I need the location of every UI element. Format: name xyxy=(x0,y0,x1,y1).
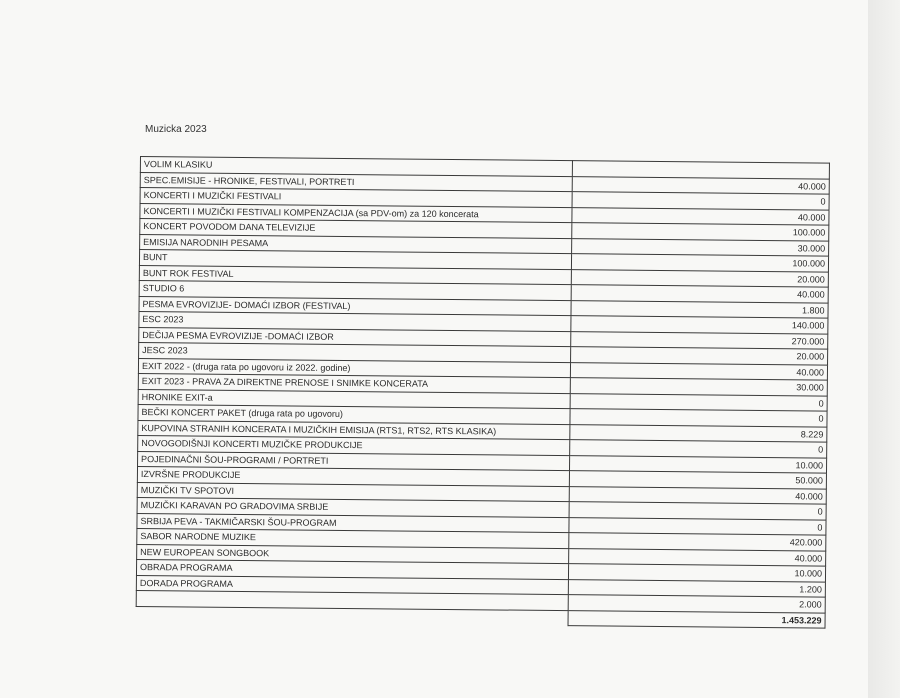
scan-edge xyxy=(868,0,900,698)
row-value: 1.800 xyxy=(571,300,828,318)
row-value: 40.000 xyxy=(569,548,826,566)
row-label: VOLIM KLASIKU xyxy=(140,157,572,177)
page-title: Muzicka 2023 xyxy=(145,124,207,135)
row-value: 270.000 xyxy=(571,331,828,349)
row-label: BEČKI KONCERT PAKET (druga rata po ugovoru) xyxy=(138,404,570,424)
row-label: BUNT ROK FESTIVAL xyxy=(139,265,571,285)
row-value: 1.200 xyxy=(568,579,825,597)
row-value: 40.000 xyxy=(572,176,829,194)
row-value: 0 xyxy=(569,517,826,535)
row-value: 40.000 xyxy=(570,362,827,380)
row-label: SRBIJA PEVA - TAKMIČARSKI ŠOU-PROGRAM xyxy=(137,513,569,533)
row-value: 100.000 xyxy=(572,223,829,241)
row-value: 0 xyxy=(570,409,827,427)
budget-table xyxy=(136,156,830,629)
total-label-cell xyxy=(136,606,568,626)
budget-sheet xyxy=(136,156,830,625)
row-value: 10.000 xyxy=(568,564,825,582)
row-value: 0 xyxy=(570,393,827,411)
row-label: EXIT 2023 - PRAVA ZA DIREKTNE PRENOSE I SNIMKE KONCERATA xyxy=(138,373,570,393)
row-value: 100.000 xyxy=(571,254,828,272)
row-value: 420.000 xyxy=(569,533,826,551)
row-label: IZVRŠNE PRODUKCIJE xyxy=(137,466,569,486)
row-value: 0 xyxy=(569,502,826,520)
row-value: 30.000 xyxy=(570,378,827,396)
row-value: 0 xyxy=(570,440,827,458)
row-value: 20.000 xyxy=(571,269,828,287)
row-value: 0 xyxy=(572,192,829,210)
row-label: NEW EUROPEAN SONGBOOK xyxy=(137,544,569,564)
row-label: BUNT xyxy=(139,250,571,270)
row-value: 40.000 xyxy=(569,486,826,504)
row-label: KONCERTI I MUZIČKI FESTIVALI xyxy=(140,188,572,208)
row-label: KUPOVINA STRANIH KONCERATA I MUZIČKIH EMISIJA (RTS1, RTS2, RTS KLASIKA) xyxy=(138,420,570,440)
row-label: KONCERTI I MUZIČKI FESTIVALI KOMPENZACIJA (sa PDV-om) za 120 koncerata xyxy=(140,203,572,223)
row-label: DORADA PROGRAMA xyxy=(136,575,568,595)
row-label: PESMA EVROVIZIJE- DOMAĆI IZBOR (FESTIVAL) xyxy=(139,296,571,316)
row-label: SABOR NARODNE MUZIKE xyxy=(137,528,569,548)
row-value: 40.000 xyxy=(572,207,829,225)
row-value: 140.000 xyxy=(571,316,828,334)
row-value: 50.000 xyxy=(569,471,826,489)
row-label: JESC 2023 xyxy=(139,342,571,362)
row-label: STUDIO 6 xyxy=(139,280,571,300)
row-value: 10.000 xyxy=(569,455,826,473)
total-value: 1.453.229 xyxy=(568,610,825,628)
row-value: 30.000 xyxy=(572,238,829,256)
row-label: EXIT 2022 - (druga rata po ugovoru iz 2022. godine) xyxy=(138,358,570,378)
row-label: POJEDINAČNI ŠOU-PROGRAMI / PORTRETI xyxy=(138,451,570,471)
row-value: 2.000 xyxy=(568,595,825,613)
row-value: 8.229 xyxy=(570,424,827,442)
row-value: 40.000 xyxy=(571,285,828,303)
row-label: NOVOGODIŠNJI KONCERTI MUZIČKE PRODUKCIJE xyxy=(138,435,570,455)
row-label: DEČIJA PESMA EVROVIZIJE -DOMAĆI IZBOR xyxy=(139,327,571,347)
row-label: SPEC.EMISIJE - HRONIKE, FESTIVALI, PORTRETI xyxy=(140,172,572,192)
row-label: OBRADA PROGRAMA xyxy=(136,559,568,579)
row-label: KONCERT POVODOM DANA TELEVIZIJE xyxy=(140,219,572,239)
row-label: HRONIKE EXIT-a xyxy=(138,389,570,409)
row-label: EMISIJA NARODNIH PESAMA xyxy=(140,234,572,254)
row-label: ESC 2023 xyxy=(139,311,571,331)
row-value: 20.000 xyxy=(571,347,828,365)
row-label: MUZIČKI KARAVAN PO GRADOVIMA SRBIJE xyxy=(137,497,569,517)
row-label: MUZIČKI TV SPOTOVI xyxy=(137,482,569,502)
